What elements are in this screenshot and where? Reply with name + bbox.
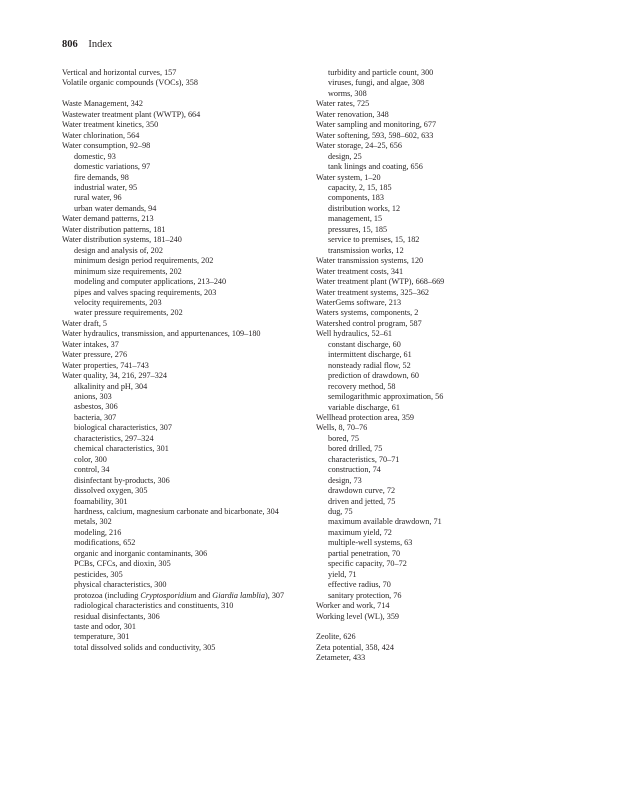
index-entry: Water properties, 741–743 xyxy=(62,360,149,370)
index-subentry: characteristics, 297–324 xyxy=(74,433,154,443)
index-subentry: domestic variations, 97 xyxy=(74,162,151,172)
index-subentry: taste and odor, 301 xyxy=(74,622,136,631)
index-subentry: driven and jetted, 75 xyxy=(328,496,396,506)
index-subentry: chemical characteristics, 301 xyxy=(74,444,169,454)
index-entry: Water draft, 5 xyxy=(62,318,108,328)
index-entry: Water sampling and monitoring, 677 xyxy=(316,120,437,130)
index-entry: Wells, 8, 70–76 xyxy=(316,423,368,433)
index-entry: Wellhead protection area, 359 xyxy=(316,412,415,422)
index-subentry: disinfectant by-products, 306 xyxy=(74,475,170,485)
index-entry: Water storage, 24–25, 656 xyxy=(316,141,402,151)
index-subentry: industrial water, 95 xyxy=(74,182,138,192)
index-subentry: components, 183 xyxy=(328,193,384,203)
index-subentry: total dissolved solids and conductivity, 305 xyxy=(74,642,216,652)
index-subentry: design and analysis of, 202 xyxy=(74,245,163,255)
index-subentry: asbestos, 306 xyxy=(74,402,118,412)
index-subentry: water pressure requirements, 202 xyxy=(74,308,183,318)
page-number: 806 xyxy=(62,39,78,50)
index-entry: Water hydraulics, transmission, and appurtenances, 109–180 xyxy=(62,329,261,339)
index-subentry: biological characteristics, 307 xyxy=(74,423,172,433)
index-subentry: construction, 74 xyxy=(328,465,381,475)
index-subentry: modeling and computer applications, 213–240 xyxy=(74,277,227,287)
index-subentry: metals, 302 xyxy=(74,517,112,527)
index-entry: Vertical and horizontal curves, 157 xyxy=(62,68,177,77)
index-subentry: modeling, 216 xyxy=(74,527,122,537)
index-entry: Water treatment systems, 325–362 xyxy=(316,287,430,297)
index-entry: Waste Management, 342 xyxy=(62,99,143,109)
index-subentry: management, 15 xyxy=(328,214,383,224)
index-subentry: semilogarithmic approximation, 56 xyxy=(328,392,444,402)
entry-text-part: Cryptosporidium xyxy=(140,590,197,600)
index-entry: Waters systems, components, 2 xyxy=(316,308,419,318)
index-subentry: maximum yield, 72 xyxy=(328,527,392,537)
index-subentry: tank linings and coating, 656 xyxy=(328,162,423,172)
index-subentry: intermittent discharge, 61 xyxy=(328,350,412,360)
index-subentry: drawdown curve, 72 xyxy=(328,486,396,496)
index-entry: WaterGems software, 213 xyxy=(316,297,402,307)
index-entry: Water softening, 593, 598–602, 633 xyxy=(316,130,434,140)
index-subentry: partial penetration, 70 xyxy=(328,548,401,558)
index-subentry: dissolved oxygen, 305 xyxy=(74,486,148,496)
page-header xyxy=(62,39,112,50)
index-subentry: effective radius, 70 xyxy=(328,580,391,590)
index-entry: Zeta potential, 358, 424 xyxy=(316,642,394,652)
entry-text-part: Giardia lamblia xyxy=(212,590,265,600)
index-column-left xyxy=(62,68,312,653)
index-entry: Water distribution systems, 181–240 xyxy=(62,235,182,245)
index-subentry: variable discharge, 61 xyxy=(328,402,400,412)
running-head: Index xyxy=(88,39,113,50)
letter-group-gap xyxy=(62,89,312,99)
index-subentry: capacity, 2, 15, 185 xyxy=(328,182,392,192)
index-subentry: radiological characteristics and constituents, 310 xyxy=(74,601,234,611)
index-subentry: design, 25 xyxy=(328,151,362,161)
index-subentry: foamability, 301 xyxy=(74,496,128,506)
index-subentry: service to premises, 15, 182 xyxy=(328,235,420,245)
index-subentry: minimum size requirements, 202 xyxy=(74,266,182,276)
index-subentry: transmission works, 12 xyxy=(328,245,404,255)
index-subentry: pressures, 15, 185 xyxy=(328,224,388,234)
index-subentry: dug, 75 xyxy=(328,507,353,517)
index-entry: Water renovation, 348 xyxy=(316,109,389,119)
index-subentry: physical characteristics, 300 xyxy=(74,580,167,590)
index-subentry: multiple-well systems, 63 xyxy=(328,538,413,548)
index-subentry: temperature, 301 xyxy=(74,632,130,642)
index-entry: Water system, 1–20 xyxy=(316,172,381,182)
index-subentry: bacteria, 307 xyxy=(74,412,117,422)
index-subentry xyxy=(62,591,312,601)
index-entry: Water demand patterns, 213 xyxy=(62,214,154,224)
index-subentry: urban water demands, 94 xyxy=(74,203,157,213)
index-entry: Water rates, 725 xyxy=(316,99,370,109)
index-entry: Wastewater treatment plant (WWTP), 664 xyxy=(62,109,201,119)
index-column-right xyxy=(316,68,566,664)
index-subentry: worms, 308 xyxy=(328,88,367,98)
index-subentry: viruses, fungi, and algae, 308 xyxy=(328,78,425,88)
index-subentry: residual disinfectants, 306 xyxy=(74,611,160,621)
index-subentry: nonsteady radial flow, 52 xyxy=(328,360,411,370)
index-entry: Water pressure, 276 xyxy=(62,350,128,360)
index-subentry: characteristics, 70–71 xyxy=(328,454,400,464)
index-subentry: anions, 303 xyxy=(74,392,112,402)
index-subentry: control, 34 xyxy=(74,465,110,475)
index-entry: Water treatment kinetics, 350 xyxy=(62,120,159,130)
index-subentry: specific capacity, 70–72 xyxy=(328,559,407,569)
index-entry: Water consumption, 92–98 xyxy=(62,141,151,151)
index-subentry: pesticides, 305 xyxy=(74,569,123,579)
index-entry: Zeolite, 626 xyxy=(316,632,356,642)
index-subentry: minimum design period requirements, 202 xyxy=(74,256,214,266)
index-entry: Water distribution patterns, 181 xyxy=(62,224,166,234)
index-entry: Zetameter, 433 xyxy=(316,653,366,663)
index-subentry: sanitary protection, 76 xyxy=(328,590,402,600)
index-subentry: prediction of drawdown, 60 xyxy=(328,371,419,381)
index-subentry: design, 73 xyxy=(328,475,362,485)
index-subentry: fire demands, 98 xyxy=(74,172,129,182)
entry-text-part: and xyxy=(196,590,213,600)
index-subentry: alkalinity and pH, 304 xyxy=(74,381,148,391)
index-entry: Water treatment costs, 341 xyxy=(316,266,404,276)
index-entry: Watershed control program, 587 xyxy=(316,318,422,328)
index-entry: Water quality, 34, 216, 297–324 xyxy=(62,371,168,381)
index-subentry: velocity requirements, 203 xyxy=(74,297,162,307)
index-subentry: organic and inorganic contaminants, 306 xyxy=(74,548,208,558)
index-subentry: turbidity and particle count, 300 xyxy=(328,68,434,77)
index-subentry: constant discharge, 60 xyxy=(328,339,401,349)
index-subentry: PCBs, CFCs, and dioxin, 305 xyxy=(74,559,171,569)
letter-group-gap xyxy=(316,622,566,632)
index-entry: Worker and work, 714 xyxy=(316,601,390,611)
entry-page-ref: 307 xyxy=(271,590,285,600)
index-subentry: distribution works, 12 xyxy=(328,203,401,213)
index-entry: Well hydraulics, 52–61 xyxy=(316,329,392,339)
index-entry: Water transmission systems, 120 xyxy=(316,256,424,266)
index-entry: Water treatment plant (WTP), 668–669 xyxy=(316,277,445,287)
index-entry: Volatile organic compounds (VOCs), 358 xyxy=(62,78,198,88)
entry-text-part: ), xyxy=(265,590,270,600)
index-entry: Water intakes, 37 xyxy=(62,339,119,349)
index-subentry: maximum available drawdown, 71 xyxy=(328,517,442,527)
index-subentry: color, 300 xyxy=(74,454,107,464)
index-entry: Water chlorination, 564 xyxy=(62,130,140,140)
index-subentry: yield, 71 xyxy=(328,569,357,579)
index-subentry: recovery method, 58 xyxy=(328,381,396,391)
index-subentry: bored drilled, 75 xyxy=(328,444,383,454)
index-subentry: hardness, calcium, magnesium carbonate and bicarbonate, 304 xyxy=(74,507,279,517)
entry-text-part: protozoa (including xyxy=(74,590,141,600)
index-subentry: modifications, 652 xyxy=(74,538,136,548)
index-subentry: rural water, 96 xyxy=(74,193,122,203)
index-subentry: domestic, 93 xyxy=(74,151,116,161)
index-entry: Working level (WL), 359 xyxy=(316,611,400,621)
index-subentry: bored, 75 xyxy=(328,433,359,443)
index-subentry: pipes and valves spacing requirements, 203 xyxy=(74,287,217,297)
